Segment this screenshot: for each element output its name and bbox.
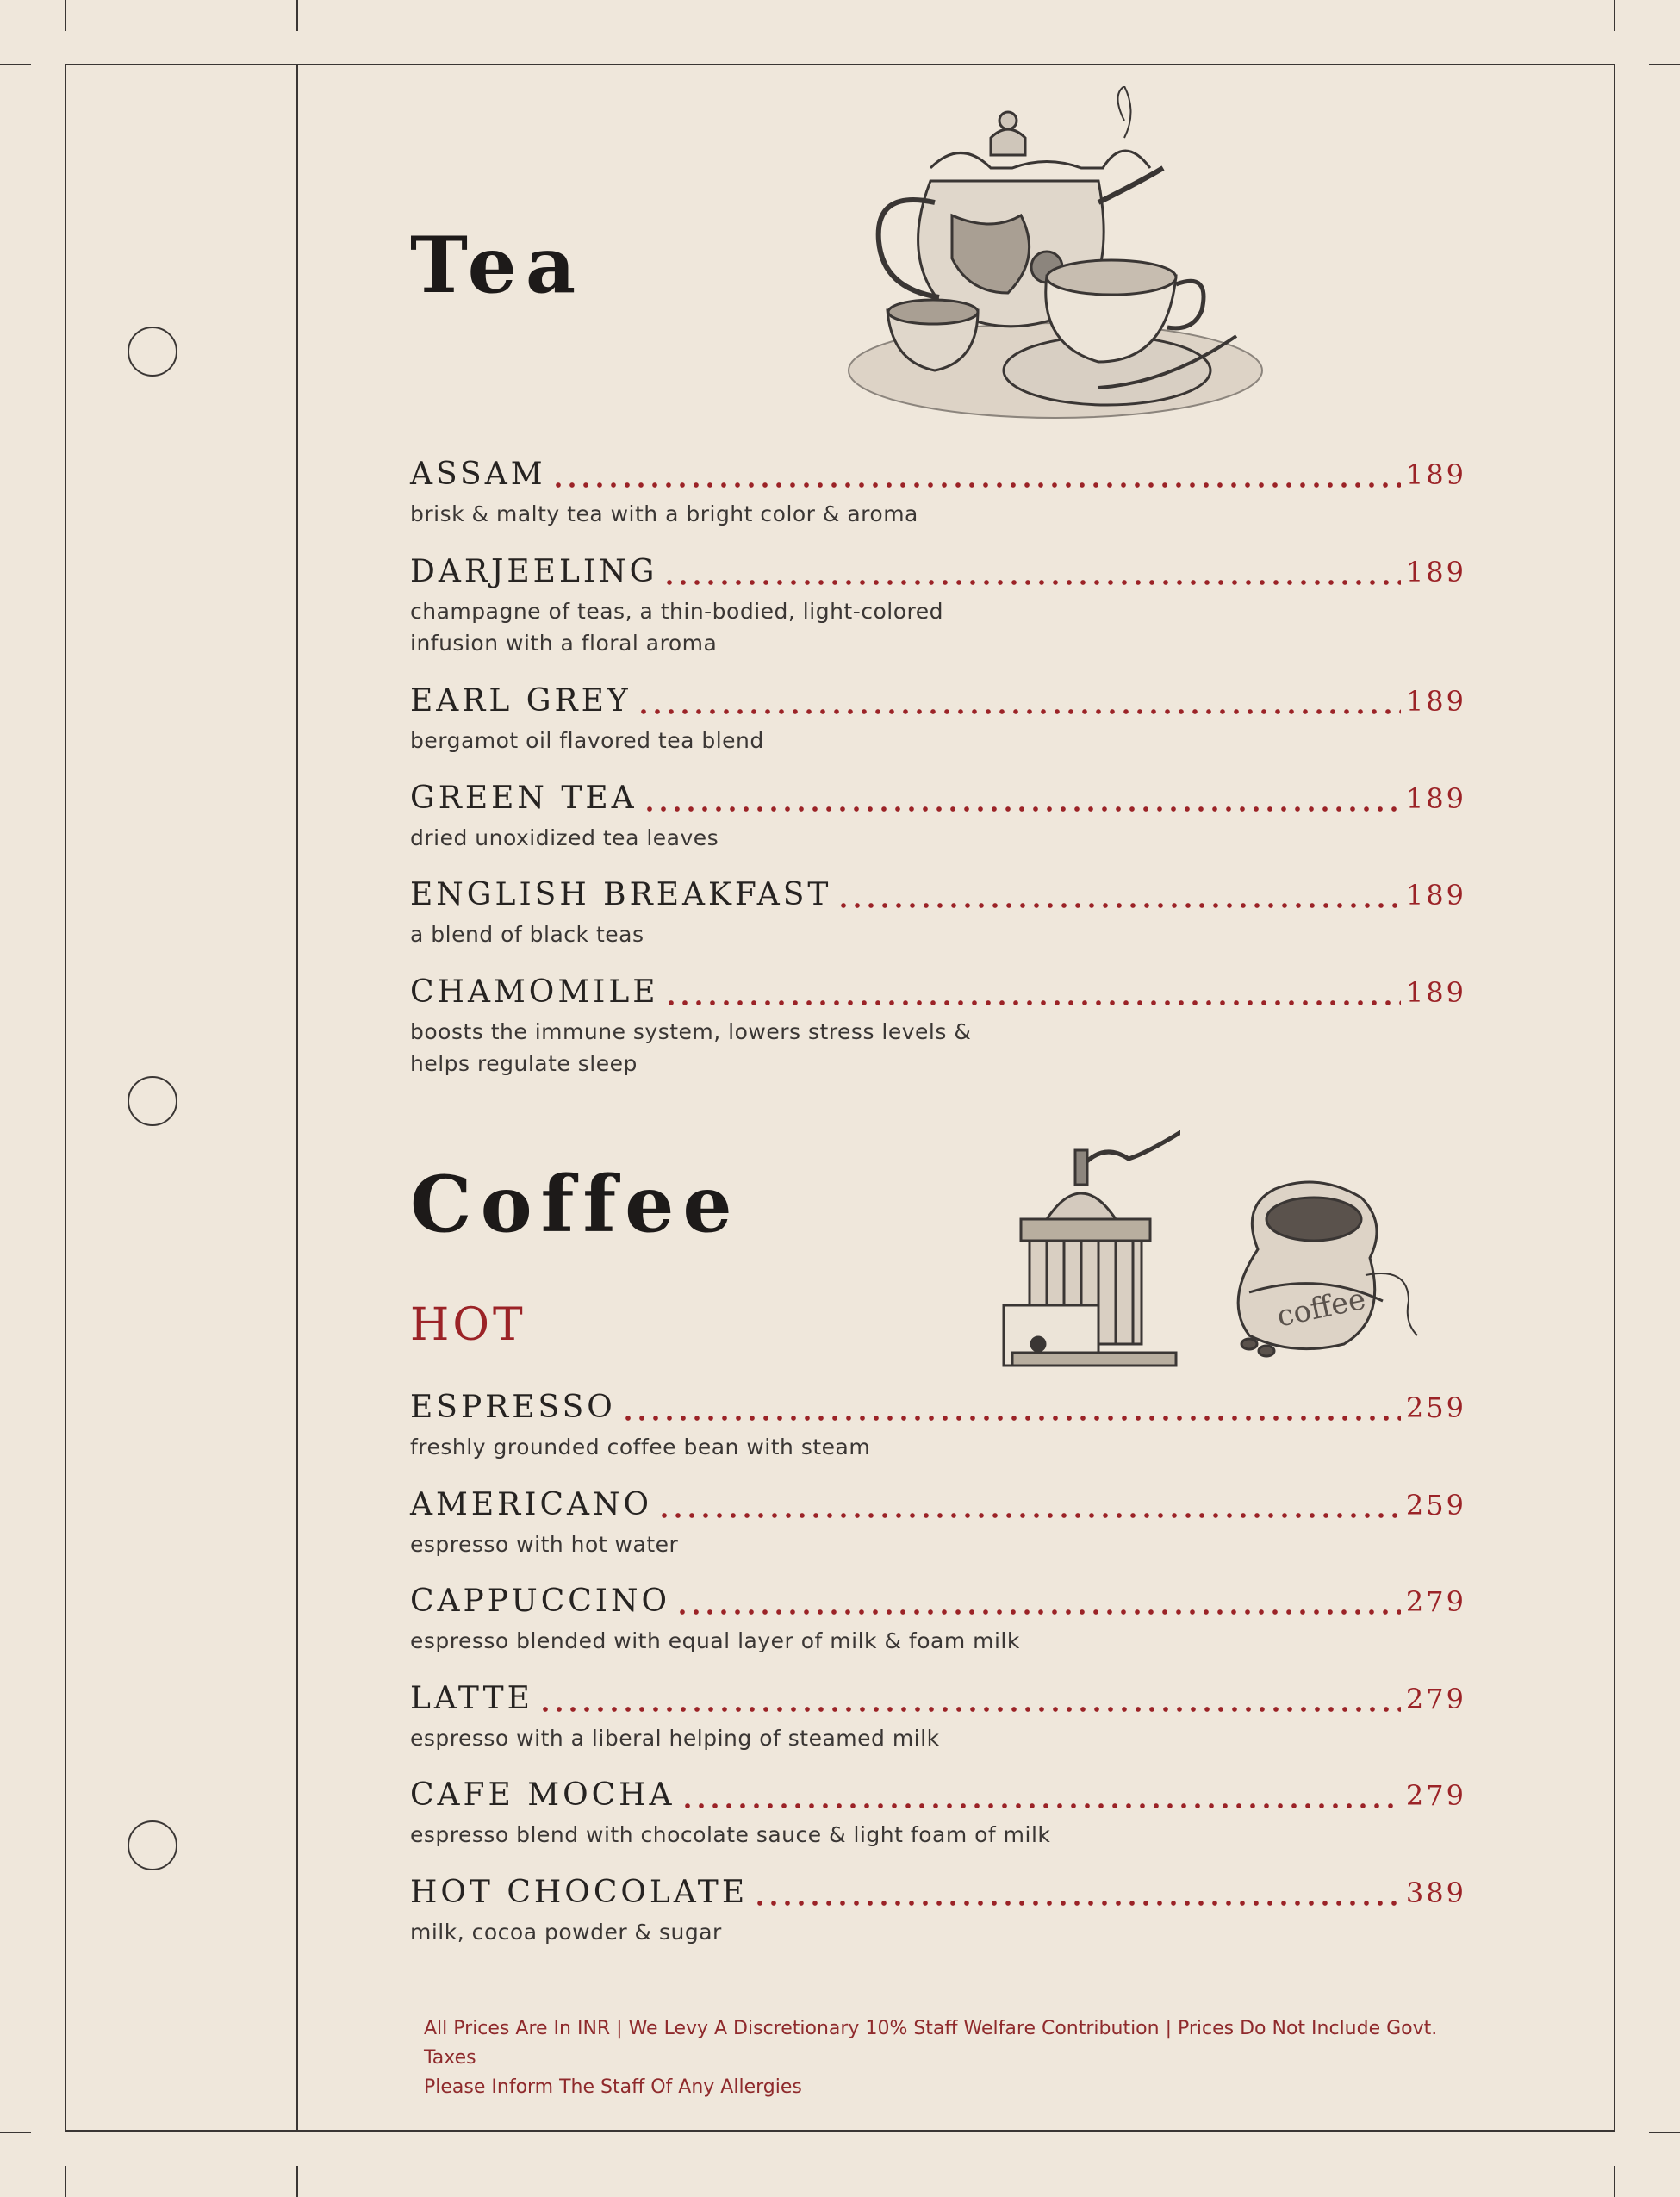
item-description: boosts the immune system, lowers stress levels & helps regulate sleep (410, 1019, 972, 1076)
crop-mark (0, 2132, 31, 2133)
crop-mark (1649, 64, 1680, 65)
item-description: bergamot oil flavored tea blend (410, 728, 764, 753)
crop-mark (0, 64, 31, 65)
menu-item (410, 877, 1466, 950)
dot-leader (621, 1416, 1401, 1421)
item-price: 189 (1405, 685, 1466, 718)
item-price: 189 (1405, 782, 1466, 815)
item-description: espresso with a liberal helping of steamed milk (410, 1726, 940, 1751)
item-price: 279 (1405, 1585, 1466, 1618)
item-description: espresso with hot water (410, 1532, 679, 1557)
menu-item (410, 1875, 1466, 1948)
item-name: ENGLISH BREAKFAST (410, 877, 832, 912)
binder-hole (128, 1820, 177, 1870)
item-name: LATTE (410, 1681, 533, 1716)
menu-content (410, 0, 1466, 2197)
item-name: ASSAM (410, 457, 546, 492)
dot-leader (643, 806, 1401, 812)
item-price: 189 (1405, 976, 1466, 1009)
crop-mark (1614, 2166, 1615, 2197)
hot-subtitle: HOT (410, 1299, 526, 1351)
binder-hole (128, 1076, 177, 1126)
item-price: 189 (1405, 879, 1466, 912)
item-name: AMERICANO (410, 1487, 653, 1522)
item-price: 189 (1405, 458, 1466, 491)
item-description: dried unoxidized tea leaves (410, 825, 719, 850)
item-name: DARJEELING (410, 554, 658, 589)
menu-item (410, 683, 1466, 756)
dot-leader (664, 1000, 1401, 1005)
menu-item (410, 457, 1466, 530)
item-name: CHAMOMILE (410, 974, 659, 1010)
menu-item (410, 1390, 1466, 1463)
item-description: espresso blended with equal layer of milk & foam milk (410, 1628, 1020, 1653)
dot-leader (675, 1609, 1401, 1615)
item-description: champagne of teas, a thin-bodied, light-colored infusion with a floral aroma (410, 599, 943, 656)
crop-mark (65, 0, 66, 31)
menu-item (410, 1584, 1466, 1657)
footer-note (424, 2014, 1475, 2102)
item-description: milk, cocoa powder & sugar (410, 1920, 722, 1945)
menu-item (410, 781, 1466, 854)
dot-leader (837, 903, 1401, 908)
item-price: 279 (1405, 1683, 1466, 1715)
dot-leader (551, 482, 1401, 488)
coffee-section-title: Coffee (410, 1159, 741, 1250)
crop-mark (1649, 2132, 1680, 2133)
tea-section-title: Tea (410, 220, 585, 311)
dot-leader (663, 580, 1401, 585)
item-price: 279 (1405, 1779, 1466, 1812)
crop-mark (65, 2166, 66, 2197)
menu-item (410, 974, 1466, 1080)
item-price: 189 (1405, 556, 1466, 588)
crop-mark (296, 2166, 298, 2197)
svg-text:coffee: coffee (1273, 1281, 1369, 1335)
dot-leader (538, 1707, 1401, 1712)
item-name: GREEN TEA (410, 781, 638, 816)
footer-line-allergies: Please Inform The Staff Of Any Allergies (424, 2076, 802, 2098)
item-description: espresso blend with chocolate sauce & light foam of milk (410, 1822, 1051, 1847)
menu-item (410, 1487, 1466, 1560)
item-name: ESPRESSO (410, 1390, 616, 1425)
crop-mark (296, 0, 298, 31)
menu-item (410, 1777, 1466, 1851)
item-name: HOT CHOCOLATE (410, 1875, 749, 1910)
dot-leader (681, 1803, 1401, 1808)
dot-leader (637, 709, 1401, 714)
item-price: 259 (1405, 1489, 1466, 1522)
dot-leader (657, 1513, 1401, 1518)
item-price: 389 (1405, 1876, 1466, 1909)
menu-item (410, 554, 1466, 659)
binder-hole (128, 327, 177, 377)
item-description: brisk & malty tea with a bright color & aroma (410, 501, 918, 526)
item-description: freshly grounded coffee bean with steam (410, 1435, 871, 1459)
item-name: CAFE MOCHA (410, 1777, 675, 1813)
crop-mark (1614, 0, 1615, 31)
item-name: CAPPUCCINO (410, 1584, 671, 1619)
binding-line (296, 64, 298, 2132)
footer-line-prices: All Prices Are In INR | We Levy A Discretionary 10% Staff Welfare Contribution | Prices Do Not Include Govt. Taxes (424, 2018, 1438, 2069)
menu-item (410, 1681, 1466, 1754)
item-price: 259 (1405, 1391, 1466, 1424)
dot-leader (753, 1901, 1401, 1906)
item-name: EARL GREY (410, 683, 632, 719)
item-description: a blend of black teas (410, 922, 644, 947)
